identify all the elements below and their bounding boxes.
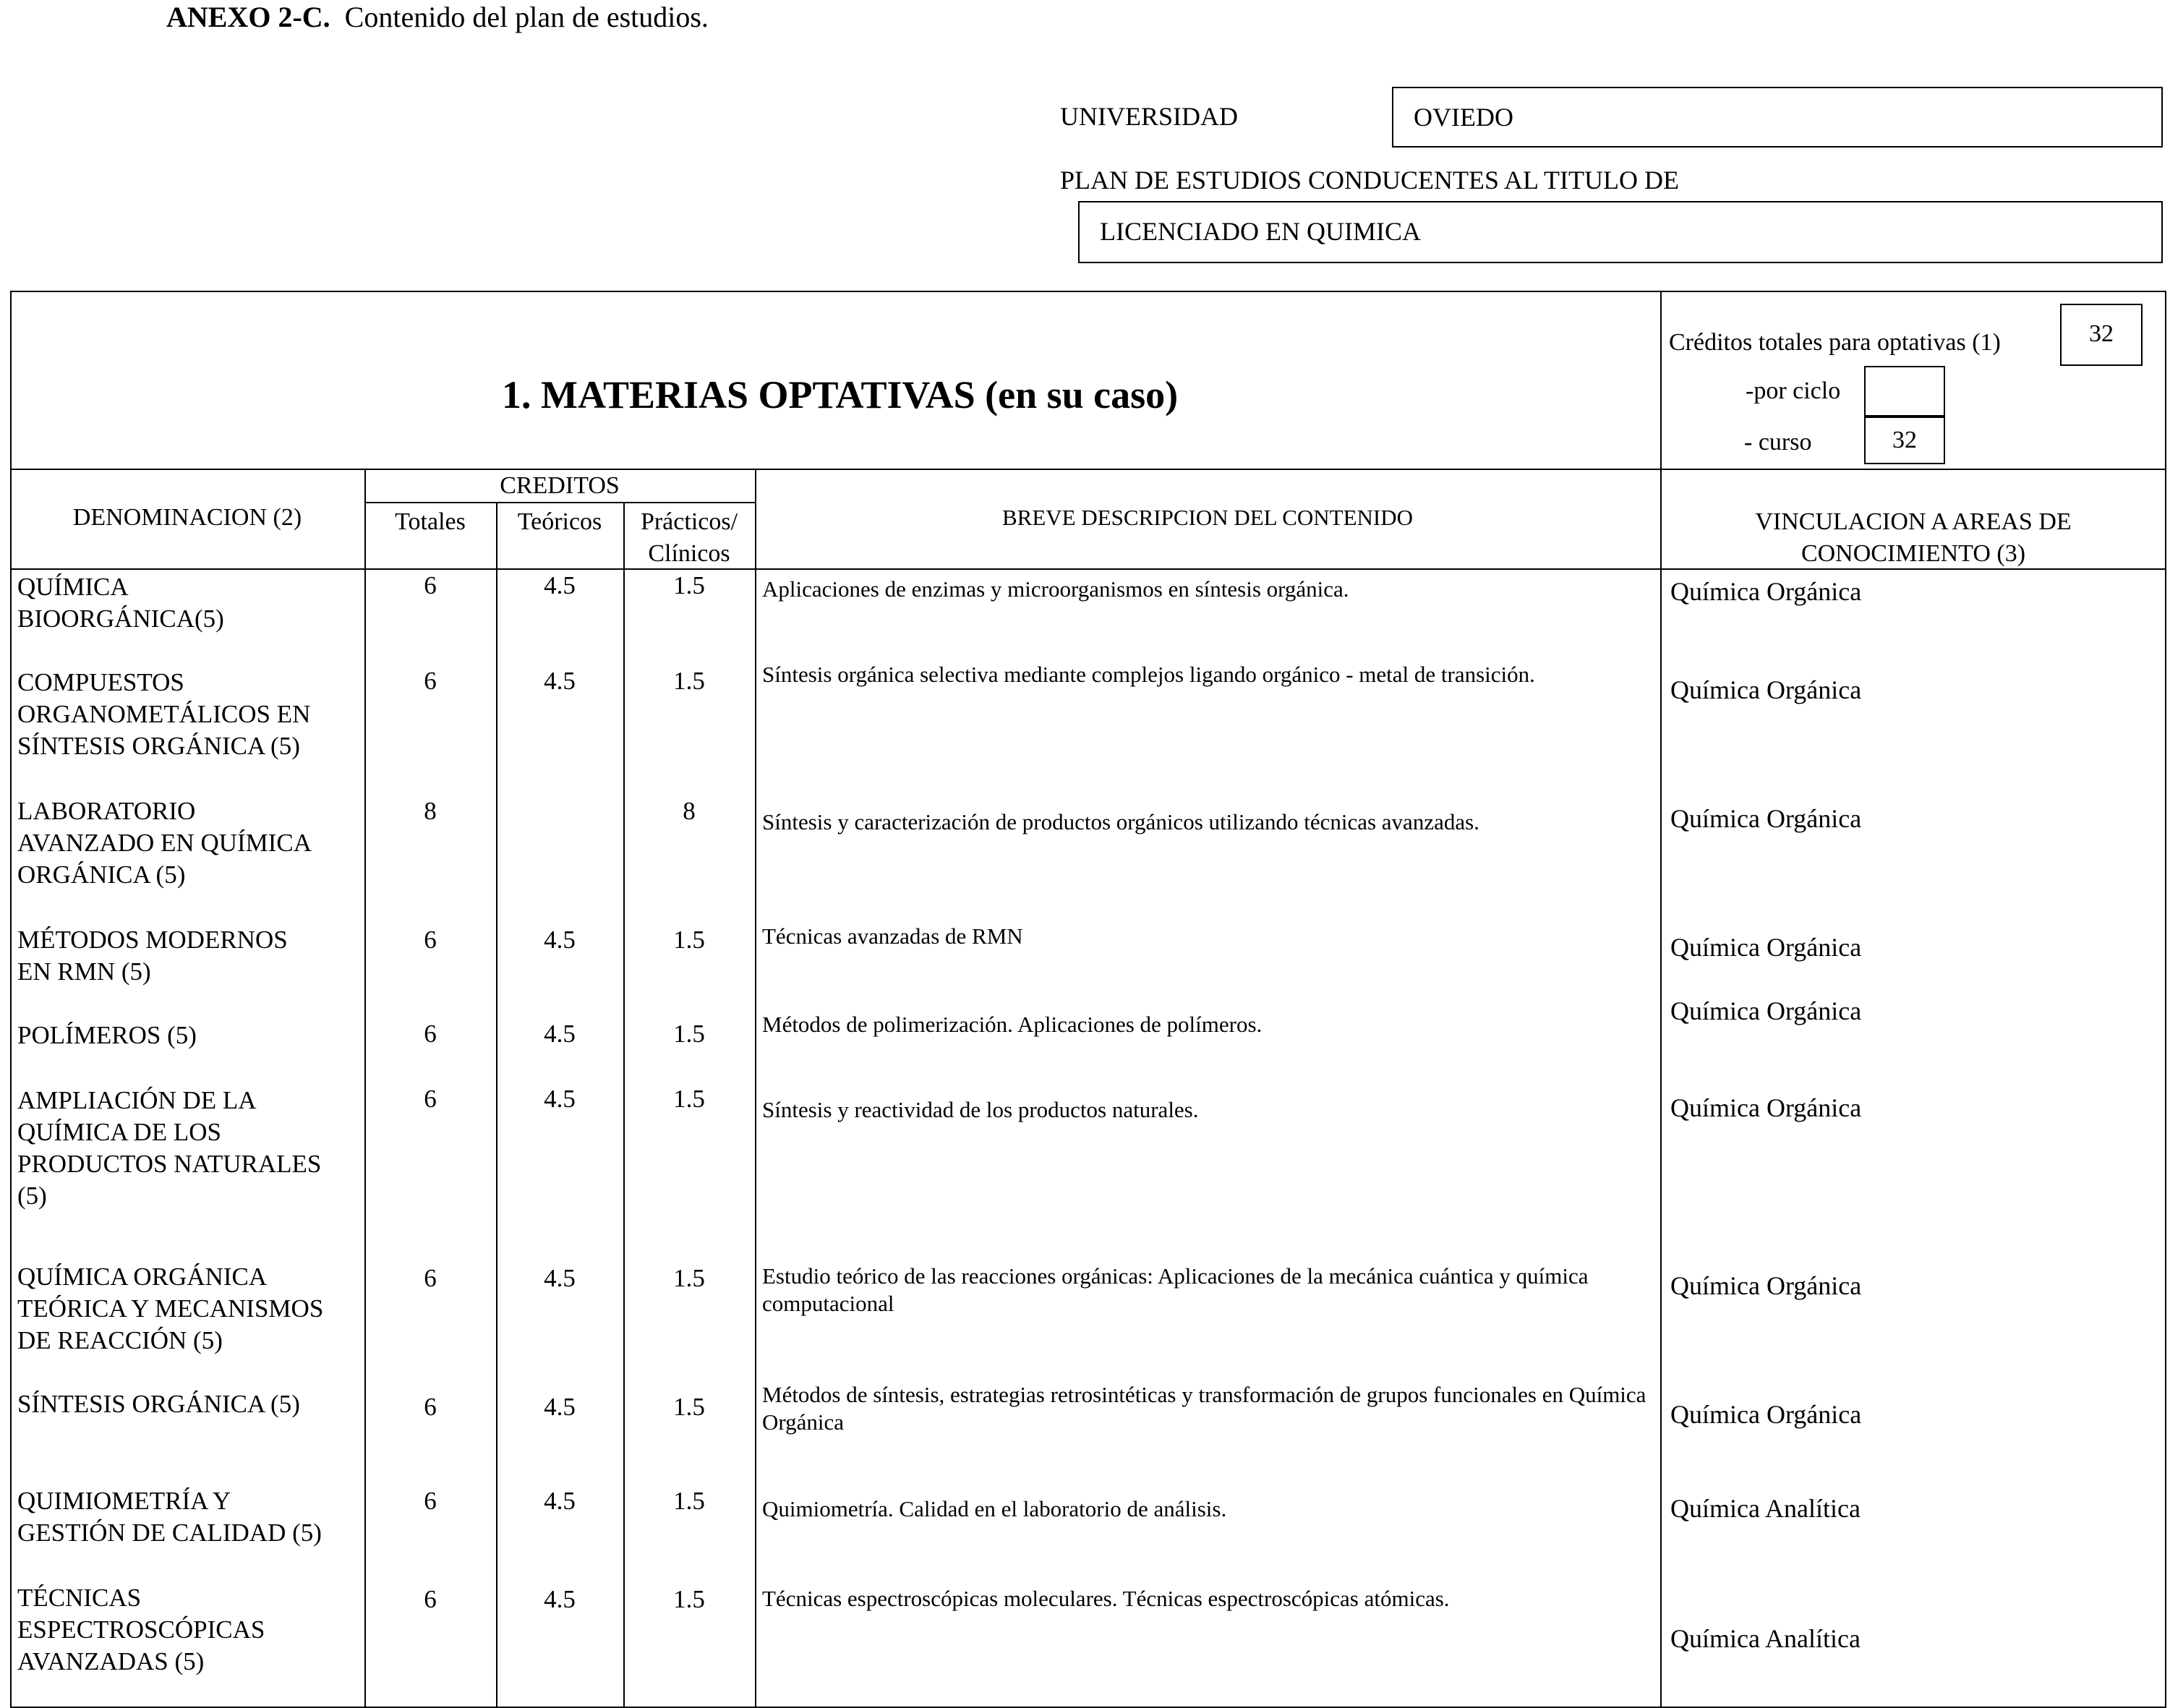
- credits-total: 6: [424, 571, 437, 599]
- col-teoricos: Teóricos: [517, 508, 602, 535]
- university-value: OVIEDO: [1414, 103, 1513, 132]
- subject-name: AMPLIACIÓN DE LA QUÍMICA DE LOS PRODUCTOS NATURALES (5): [17, 1086, 322, 1210]
- credits-theory: 4.5: [544, 1487, 576, 1515]
- degree-value: LICENCIADO EN QUIMICA: [1100, 217, 1421, 246]
- annex-title: [166, 0, 709, 34]
- subject-name: QUÍMICA ORGÁNICA TEÓRICA Y MECANISMOS DE REACCIÓN (5): [17, 1263, 324, 1354]
- knowledge-area: Química Orgánica: [1670, 1271, 1862, 1300]
- credits-total: 6: [424, 667, 437, 695]
- credits-total: 6: [424, 926, 437, 954]
- credits-total: 8: [424, 797, 437, 825]
- knowledge-area: Química Analítica: [1670, 1624, 1861, 1653]
- credits-practice: 1.5: [673, 1020, 705, 1048]
- credits-practice: 1.5: [673, 1585, 705, 1613]
- knowledge-area: Química Orgánica: [1670, 996, 1862, 1025]
- content-description: Quimiometría. Calidad en el laboratorio de análisis.: [762, 1496, 1227, 1521]
- credits-total: 6: [424, 1487, 437, 1515]
- content-description: Síntesis orgánica selectiva mediante complejos ligando orgánico - metal de transición.: [762, 662, 1535, 687]
- total-credits-box: [2060, 304, 2143, 366]
- credits-theory: 4.5: [544, 667, 576, 695]
- credits-practice: 1.5: [673, 926, 705, 954]
- university-label: UNIVERSIDAD: [1060, 102, 1238, 131]
- annex-subtitle: Contenido del plan de estudios.: [344, 1, 709, 33]
- content-description: Técnicas espectroscópicas moleculares. Técnicas espectroscópicas atómicas.: [762, 1586, 1450, 1611]
- subject-name: LABORATORIO AVANZADO EN QUÍMICA ORGÁNICA (5): [17, 797, 312, 889]
- credits-theory: 4.5: [544, 571, 576, 599]
- annex-number: ANEXO 2-C.: [166, 1, 330, 33]
- subject-name: QUIMIOMETRÍA Y GESTIÓN DE CALIDAD (5): [17, 1487, 322, 1547]
- content-description: Métodos de síntesis, estrategias retrosintéticas y transformación de grupos funcionales en Química Orgánica: [762, 1382, 1646, 1435]
- content-description: Técnicas avanzadas de RMN: [762, 923, 1023, 949]
- credits-practice: 1.5: [673, 1264, 705, 1292]
- knowledge-area: Química Orgánica: [1670, 675, 1862, 704]
- plan-label: PLAN DE ESTUDIOS CONDUCENTES AL TITULO DE: [1060, 166, 1679, 195]
- credits-practice: 1.5: [673, 1393, 705, 1421]
- credits-theory: 4.5: [544, 1393, 576, 1421]
- credits-practice: 1.5: [673, 571, 705, 599]
- section-title: 1. MATERIAS OPTATIVAS (en su caso): [502, 373, 1179, 417]
- credits-total: 6: [424, 1393, 437, 1421]
- credits-practice: 1.5: [673, 1487, 705, 1515]
- knowledge-area: Química Orgánica: [1670, 1400, 1862, 1429]
- col-practicos: Prácticos/ Clínicos: [640, 508, 738, 567]
- content-description: Métodos de polimerización. Aplicaciones de polímeros.: [762, 1012, 1263, 1037]
- course-box: [1864, 417, 1945, 464]
- knowledge-area: Química Orgánica: [1670, 1093, 1862, 1122]
- subject-name: COMPUESTOS ORGANOMETÁLICOS EN SÍNTESIS ORGÁNICA (5): [17, 668, 311, 760]
- credits-practice: 1.5: [673, 667, 705, 695]
- cycle-label: -por ciclo: [1746, 377, 1841, 404]
- course-value: 32: [1892, 427, 1917, 453]
- credits-total: 6: [424, 1264, 437, 1292]
- col-totales: Totales: [395, 508, 466, 535]
- total-credits-value: 32: [2089, 320, 2114, 347]
- credits-theory: 4.5: [544, 1020, 576, 1048]
- credits-total: 6: [424, 1020, 437, 1048]
- course-label: - curso: [1744, 429, 1812, 456]
- knowledge-area: Química Orgánica: [1670, 577, 1862, 606]
- credits-theory: 4.5: [544, 1085, 576, 1113]
- subject-name: QUÍMICA BIOORGÁNICA(5): [17, 573, 224, 633]
- content-description: Estudio teórico de las reacciones orgánicas: Aplicaciones de la mecánica cuántica y química computacional: [762, 1263, 1589, 1316]
- knowledge-area: Química Orgánica: [1670, 933, 1862, 962]
- degree-field: [1078, 201, 2163, 263]
- credits-total: 6: [424, 1585, 437, 1613]
- col-creditos: CREDITOS: [500, 472, 620, 499]
- content-description: Aplicaciones de enzimas y microorganismos en síntesis orgánica.: [762, 576, 1349, 602]
- subject-name: MÉTODOS MODERNOS EN RMN (5): [17, 926, 288, 986]
- knowledge-area: Química Orgánica: [1670, 804, 1862, 833]
- credits-practice: 1.5: [673, 1085, 705, 1113]
- credits-theory: 4.5: [544, 1264, 576, 1292]
- cycle-box: [1864, 366, 1945, 417]
- total-credits-label: Créditos totales para optativas (1): [1669, 329, 2001, 356]
- subject-name: SÍNTESIS ORGÁNICA (5): [17, 1390, 300, 1418]
- col-descripcion: BREVE DESCRIPCION DEL CONTENIDO: [1001, 505, 1414, 530]
- col-vinculacion: VINCULACION A AREAS DE CONOCIMIENTO (3): [1755, 508, 2072, 567]
- university-field: [1392, 87, 2163, 148]
- knowledge-area: Química Analítica: [1670, 1494, 1861, 1523]
- credits-practice: 8: [683, 797, 696, 825]
- subject-name: POLÍMEROS (5): [17, 1021, 197, 1049]
- subject-name: TÉCNICAS ESPECTROSCÓPICAS AVANZADAS (5): [17, 1584, 265, 1675]
- content-description: Síntesis y caracterización de productos orgánicos utilizando técnicas avanzadas.: [762, 809, 1479, 834]
- credits-theory: 4.5: [544, 926, 576, 954]
- credits-total: 6: [424, 1085, 437, 1113]
- col-denominacion: DENOMINACION (2): [72, 504, 302, 531]
- credits-theory: 4.5: [544, 1585, 576, 1613]
- content-description: Síntesis y reactividad de los productos naturales.: [762, 1097, 1199, 1122]
